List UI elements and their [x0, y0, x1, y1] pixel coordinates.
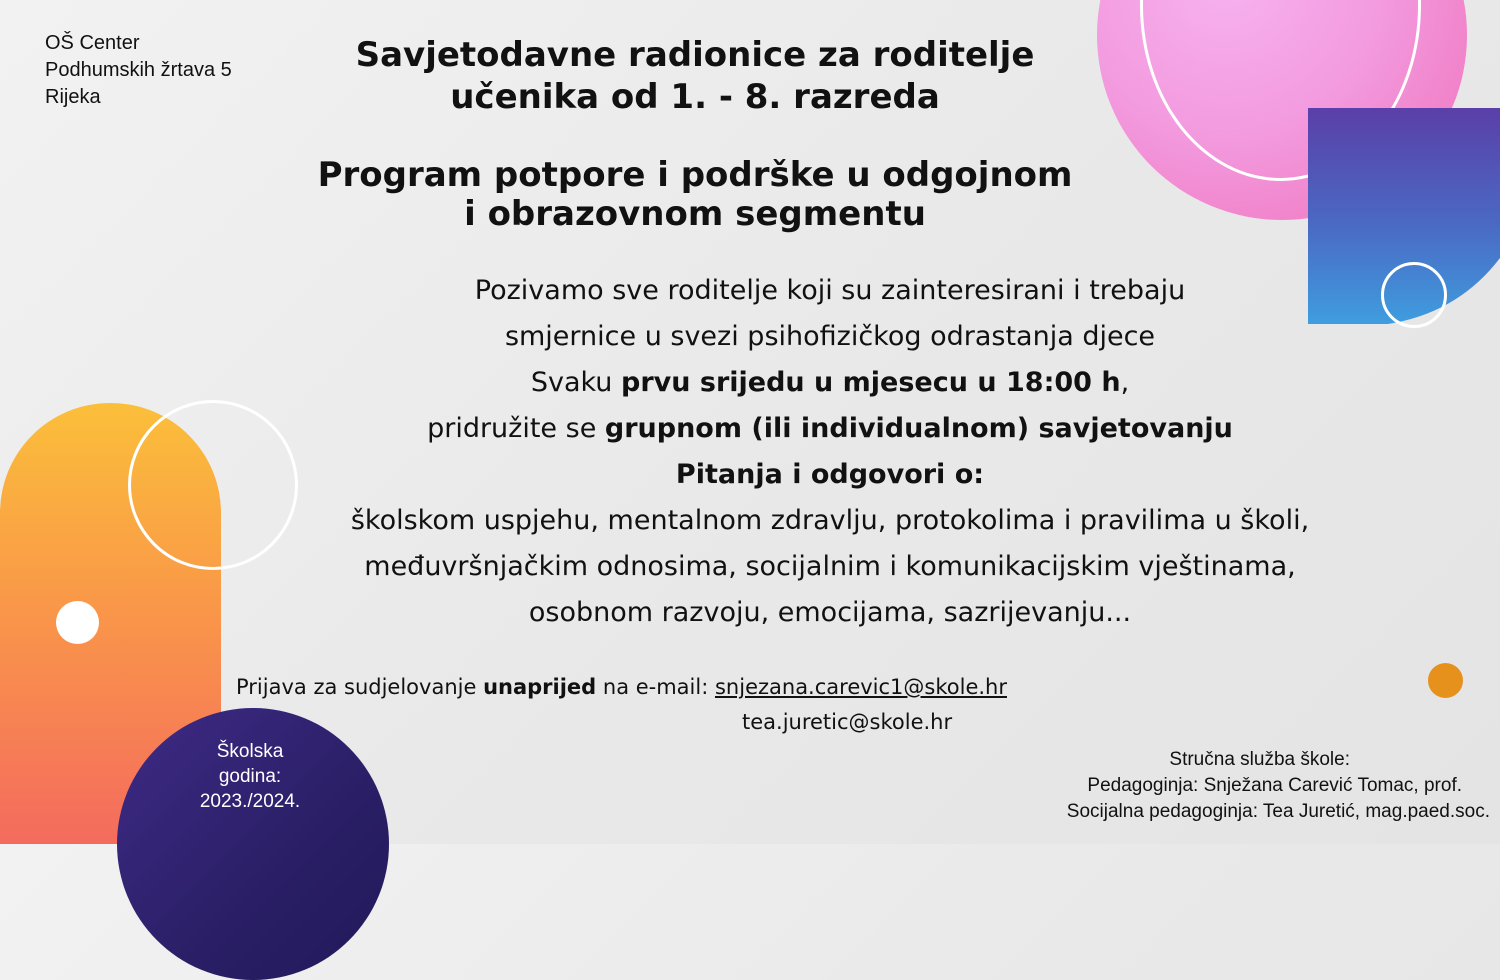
- staff-heading: Stručna služba škole:: [1169, 749, 1350, 770]
- title-line-2: učenika od 1. - 8. razreda: [450, 77, 940, 117]
- topics-line-1: školskom uspjehu, mentalnom zdravlju, protokolima i pravilima u školi,: [350, 505, 1310, 536]
- invite-line-1: Pozivamo sve roditelje koji su zainteresirani i trebaju: [474, 275, 1186, 306]
- small-ring-decoration: [1381, 262, 1447, 328]
- address-line-1: OŠ Center: [45, 32, 140, 54]
- schedule-time: prvu srijedu u mjesecu u 18:00 h: [621, 367, 1121, 398]
- signup-bold: unaprijed: [483, 675, 597, 699]
- signup-prefix: Prijava za sudjelovanje: [236, 675, 484, 699]
- page-title: [290, 34, 1100, 118]
- join-prefix: pridružite se: [427, 413, 605, 444]
- school-year-badge: [175, 739, 325, 814]
- school-year-line-2: godina:: [218, 766, 282, 787]
- staff-credits: [1067, 747, 1490, 825]
- invite-line-2: smjernice u svezi psihofizičkog odrastanja djece: [504, 321, 1156, 352]
- email-link-1[interactable]: snjezana.carevic1@skole.hr: [714, 675, 1007, 699]
- schedule-suffix: ,: [1120, 367, 1130, 398]
- signup-middle: na e-mail:: [596, 675, 715, 699]
- orange-dot-decoration: [1428, 663, 1463, 698]
- qa-heading-text: Pitanja i odgovori o:: [675, 459, 985, 490]
- address-line-2: Podhumskih žrtava 5: [45, 59, 232, 81]
- signup-line: [236, 672, 1007, 702]
- school-address: [45, 30, 232, 111]
- schedule-line: [270, 360, 1390, 406]
- subtitle-line-2: i obrazovnom segmentu: [464, 194, 926, 234]
- address-line-3: Rijeka: [45, 86, 101, 108]
- email-2: tea.juretic@skole.hr: [742, 710, 953, 734]
- schedule-prefix: Svaku: [530, 367, 622, 398]
- staff-line-1: Pedagoginja: Snježana Carević Tomac, prof.: [1087, 775, 1462, 796]
- join-line: [270, 406, 1390, 452]
- staff-line-2: Socijalna pedagoginja: Tea Juretić, mag.paed.soc.: [1066, 801, 1490, 822]
- white-dot-decoration: [56, 601, 99, 644]
- subtitle-line-1: Program potpore i podrške u odgojnom: [317, 155, 1073, 195]
- page-subtitle: [290, 156, 1100, 234]
- topics-line-3: osobnom razvoju, emocijama, sazrijevanju...: [528, 597, 1132, 628]
- title-line-1: Savjetodavne radionice za roditelje: [355, 35, 1035, 75]
- join-type: grupnom (ili individualnom) savjetovanju: [604, 413, 1233, 444]
- school-year-line-3: 2023./2024.: [199, 791, 301, 812]
- qa-heading: [270, 452, 1390, 498]
- topics-line-2: međuvršnjačkim odnosima, socijalnim i komunikacijskim vještinama,: [364, 551, 1296, 582]
- invitation-body: [270, 268, 1390, 636]
- school-year-line-1: Školska: [216, 741, 284, 762]
